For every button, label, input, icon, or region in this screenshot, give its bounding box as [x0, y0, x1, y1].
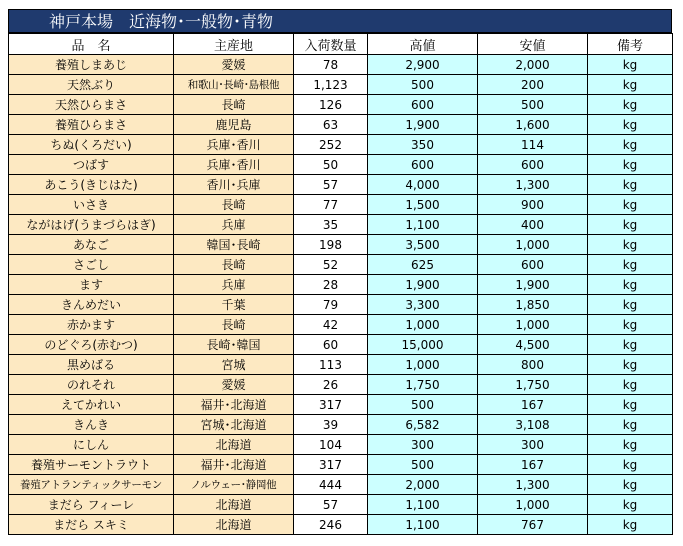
unit-cell: kg [588, 455, 673, 475]
name-cell: 赤かます [9, 315, 174, 335]
origin-cell: ノルウェー･静岡他 [174, 475, 294, 495]
table-row [9, 415, 673, 435]
unit-cell: kg [588, 515, 673, 535]
unit-cell: kg [588, 275, 673, 295]
origin-cell: 福井･北海道 [174, 395, 294, 415]
high-price-cell: 1,900 [368, 115, 478, 135]
origin-cell: 長崎 [174, 195, 294, 215]
name-cell: ながはげ(うまづらはぎ) [9, 215, 174, 235]
origin-cell: 長崎 [174, 315, 294, 335]
header-high: 高値 [368, 34, 478, 55]
high-price-cell: 300 [368, 435, 478, 455]
origin-cell: 福井･北海道 [174, 455, 294, 475]
low-price-cell: 1,000 [478, 235, 588, 255]
header-name: 品 名 [9, 34, 174, 55]
origin-cell: 宮城 [174, 355, 294, 375]
table-row [9, 75, 673, 95]
low-price-cell: 600 [478, 155, 588, 175]
table-body [9, 55, 673, 535]
sheet-title: 神戸本場 近海物･一般物･青物 [8, 9, 672, 33]
low-price-cell: 1,000 [478, 315, 588, 335]
table-row [9, 435, 673, 455]
quantity-cell: 104 [294, 435, 368, 455]
origin-cell: 長崎 [174, 95, 294, 115]
quantity-cell: 63 [294, 115, 368, 135]
table-row [9, 135, 673, 155]
quantity-cell: 317 [294, 395, 368, 415]
origin-cell: 兵庫 [174, 215, 294, 235]
quantity-cell: 444 [294, 475, 368, 495]
high-price-cell: 3,300 [368, 295, 478, 315]
quantity-cell: 77 [294, 195, 368, 215]
quantity-cell: 28 [294, 275, 368, 295]
high-price-cell: 600 [368, 95, 478, 115]
name-cell: あこう(きじはた) [9, 175, 174, 195]
unit-cell: kg [588, 395, 673, 415]
low-price-cell: 2,000 [478, 55, 588, 75]
quantity-cell: 1,123 [294, 75, 368, 95]
high-price-cell: 500 [368, 455, 478, 475]
unit-cell: kg [588, 215, 673, 235]
name-cell: のれそれ [9, 375, 174, 395]
name-cell: 養殖アトランティックサーモン [9, 475, 174, 495]
origin-cell: 長崎･韓国 [174, 335, 294, 355]
table-row [9, 95, 673, 115]
name-cell: きんき [9, 415, 174, 435]
low-price-cell: 1,300 [478, 175, 588, 195]
high-price-cell: 1,100 [368, 495, 478, 515]
high-price-cell: 600 [368, 155, 478, 175]
name-cell: にしん [9, 435, 174, 455]
low-price-cell: 400 [478, 215, 588, 235]
low-price-cell: 1,750 [478, 375, 588, 395]
table-row [9, 55, 673, 75]
unit-cell: kg [588, 415, 673, 435]
quantity-cell: 126 [294, 95, 368, 115]
quantity-cell: 113 [294, 355, 368, 375]
name-cell: いさき [9, 195, 174, 215]
low-price-cell: 1,900 [478, 275, 588, 295]
table-row [9, 515, 673, 535]
high-price-cell: 1,900 [368, 275, 478, 295]
quantity-cell: 57 [294, 175, 368, 195]
low-price-cell: 500 [478, 95, 588, 115]
quantity-cell: 252 [294, 135, 368, 155]
header-quantity: 入荷数量 [294, 34, 368, 55]
name-cell: 養殖ひらまさ [9, 115, 174, 135]
table-row [9, 495, 673, 515]
high-price-cell: 1,000 [368, 355, 478, 375]
quantity-cell: 42 [294, 315, 368, 335]
low-price-cell: 200 [478, 75, 588, 95]
low-price-cell: 1,300 [478, 475, 588, 495]
table-row [9, 155, 673, 175]
table-row [9, 355, 673, 375]
low-price-cell: 1,850 [478, 295, 588, 315]
name-cell: 天然ぶり [9, 75, 174, 95]
table-row [9, 195, 673, 215]
unit-cell: kg [588, 295, 673, 315]
quantity-cell: 57 [294, 495, 368, 515]
origin-cell: 香川･兵庫 [174, 175, 294, 195]
name-cell: 養殖サーモントラウト [9, 455, 174, 475]
high-price-cell: 625 [368, 255, 478, 275]
unit-cell: kg [588, 175, 673, 195]
high-price-cell: 350 [368, 135, 478, 155]
table-row [9, 295, 673, 315]
name-cell: あなご [9, 235, 174, 255]
high-price-cell: 4,000 [368, 175, 478, 195]
high-price-cell: 1,100 [368, 215, 478, 235]
low-price-cell: 3,108 [478, 415, 588, 435]
origin-cell: 愛媛 [174, 375, 294, 395]
table-row [9, 235, 673, 255]
unit-cell: kg [588, 375, 673, 395]
origin-cell: 北海道 [174, 495, 294, 515]
quantity-cell: 50 [294, 155, 368, 175]
name-cell: えてかれい [9, 395, 174, 415]
name-cell: 養殖しまあじ [9, 55, 174, 75]
unit-cell: kg [588, 135, 673, 155]
header-note: 備考 [588, 34, 673, 55]
unit-cell: kg [588, 195, 673, 215]
table-row [9, 375, 673, 395]
name-cell: ます [9, 275, 174, 295]
quantity-cell: 60 [294, 335, 368, 355]
table-row [9, 275, 673, 295]
name-cell: つばす [9, 155, 174, 175]
unit-cell: kg [588, 435, 673, 455]
name-cell: ちぬ(くろだい) [9, 135, 174, 155]
name-cell: さごし [9, 255, 174, 275]
quantity-cell: 39 [294, 415, 368, 435]
low-price-cell: 1,600 [478, 115, 588, 135]
table-row [9, 115, 673, 135]
origin-cell: 和歌山･長崎･島根他 [174, 75, 294, 95]
origin-cell: 兵庫･香川 [174, 135, 294, 155]
high-price-cell: 2,000 [368, 475, 478, 495]
price-table [8, 33, 673, 535]
table-row [9, 175, 673, 195]
origin-cell: 宮城･北海道 [174, 415, 294, 435]
unit-cell: kg [588, 355, 673, 375]
table-row [9, 475, 673, 495]
quantity-cell: 317 [294, 455, 368, 475]
unit-cell: kg [588, 95, 673, 115]
unit-cell: kg [588, 235, 673, 255]
table-row [9, 215, 673, 235]
name-cell: のどぐろ(赤むつ) [9, 335, 174, 355]
name-cell: まだら フィーレ [9, 495, 174, 515]
name-cell: 黒めばる [9, 355, 174, 375]
low-price-cell: 300 [478, 435, 588, 455]
header-row [9, 34, 673, 55]
unit-cell: kg [588, 475, 673, 495]
origin-cell: 兵庫･香川 [174, 155, 294, 175]
origin-cell: 兵庫 [174, 275, 294, 295]
high-price-cell: 1,750 [368, 375, 478, 395]
table-row [9, 255, 673, 275]
high-price-cell: 1,000 [368, 315, 478, 335]
unit-cell: kg [588, 335, 673, 355]
origin-cell: 韓国･長崎 [174, 235, 294, 255]
unit-cell: kg [588, 115, 673, 135]
low-price-cell: 114 [478, 135, 588, 155]
origin-cell: 千葉 [174, 295, 294, 315]
name-cell: まだら スキミ [9, 515, 174, 535]
table-row [9, 335, 673, 355]
low-price-cell: 900 [478, 195, 588, 215]
table-row [9, 395, 673, 415]
table-row [9, 315, 673, 335]
header-origin: 主産地 [174, 34, 294, 55]
low-price-cell: 1,000 [478, 495, 588, 515]
origin-cell: 鹿児島 [174, 115, 294, 135]
high-price-cell: 1,500 [368, 195, 478, 215]
unit-cell: kg [588, 495, 673, 515]
high-price-cell: 500 [368, 395, 478, 415]
low-price-cell: 600 [478, 255, 588, 275]
quantity-cell: 198 [294, 235, 368, 255]
unit-cell: kg [588, 75, 673, 95]
low-price-cell: 4,500 [478, 335, 588, 355]
high-price-cell: 2,900 [368, 55, 478, 75]
quantity-cell: 78 [294, 55, 368, 75]
name-cell: きんめだい [9, 295, 174, 315]
origin-cell: 北海道 [174, 515, 294, 535]
high-price-cell: 3,500 [368, 235, 478, 255]
unit-cell: kg [588, 255, 673, 275]
origin-cell: 北海道 [174, 435, 294, 455]
table-row [9, 455, 673, 475]
name-cell: 天然ひらまさ [9, 95, 174, 115]
origin-cell: 愛媛 [174, 55, 294, 75]
unit-cell: kg [588, 55, 673, 75]
low-price-cell: 167 [478, 455, 588, 475]
high-price-cell: 1,100 [368, 515, 478, 535]
origin-cell: 長崎 [174, 255, 294, 275]
high-price-cell: 15,000 [368, 335, 478, 355]
high-price-cell: 500 [368, 75, 478, 95]
quantity-cell: 79 [294, 295, 368, 315]
low-price-cell: 767 [478, 515, 588, 535]
unit-cell: kg [588, 155, 673, 175]
quantity-cell: 52 [294, 255, 368, 275]
market-price-sheet [8, 9, 672, 535]
low-price-cell: 167 [478, 395, 588, 415]
low-price-cell: 800 [478, 355, 588, 375]
high-price-cell: 6,582 [368, 415, 478, 435]
quantity-cell: 246 [294, 515, 368, 535]
header-low: 安値 [478, 34, 588, 55]
quantity-cell: 35 [294, 215, 368, 235]
quantity-cell: 26 [294, 375, 368, 395]
unit-cell: kg [588, 315, 673, 335]
